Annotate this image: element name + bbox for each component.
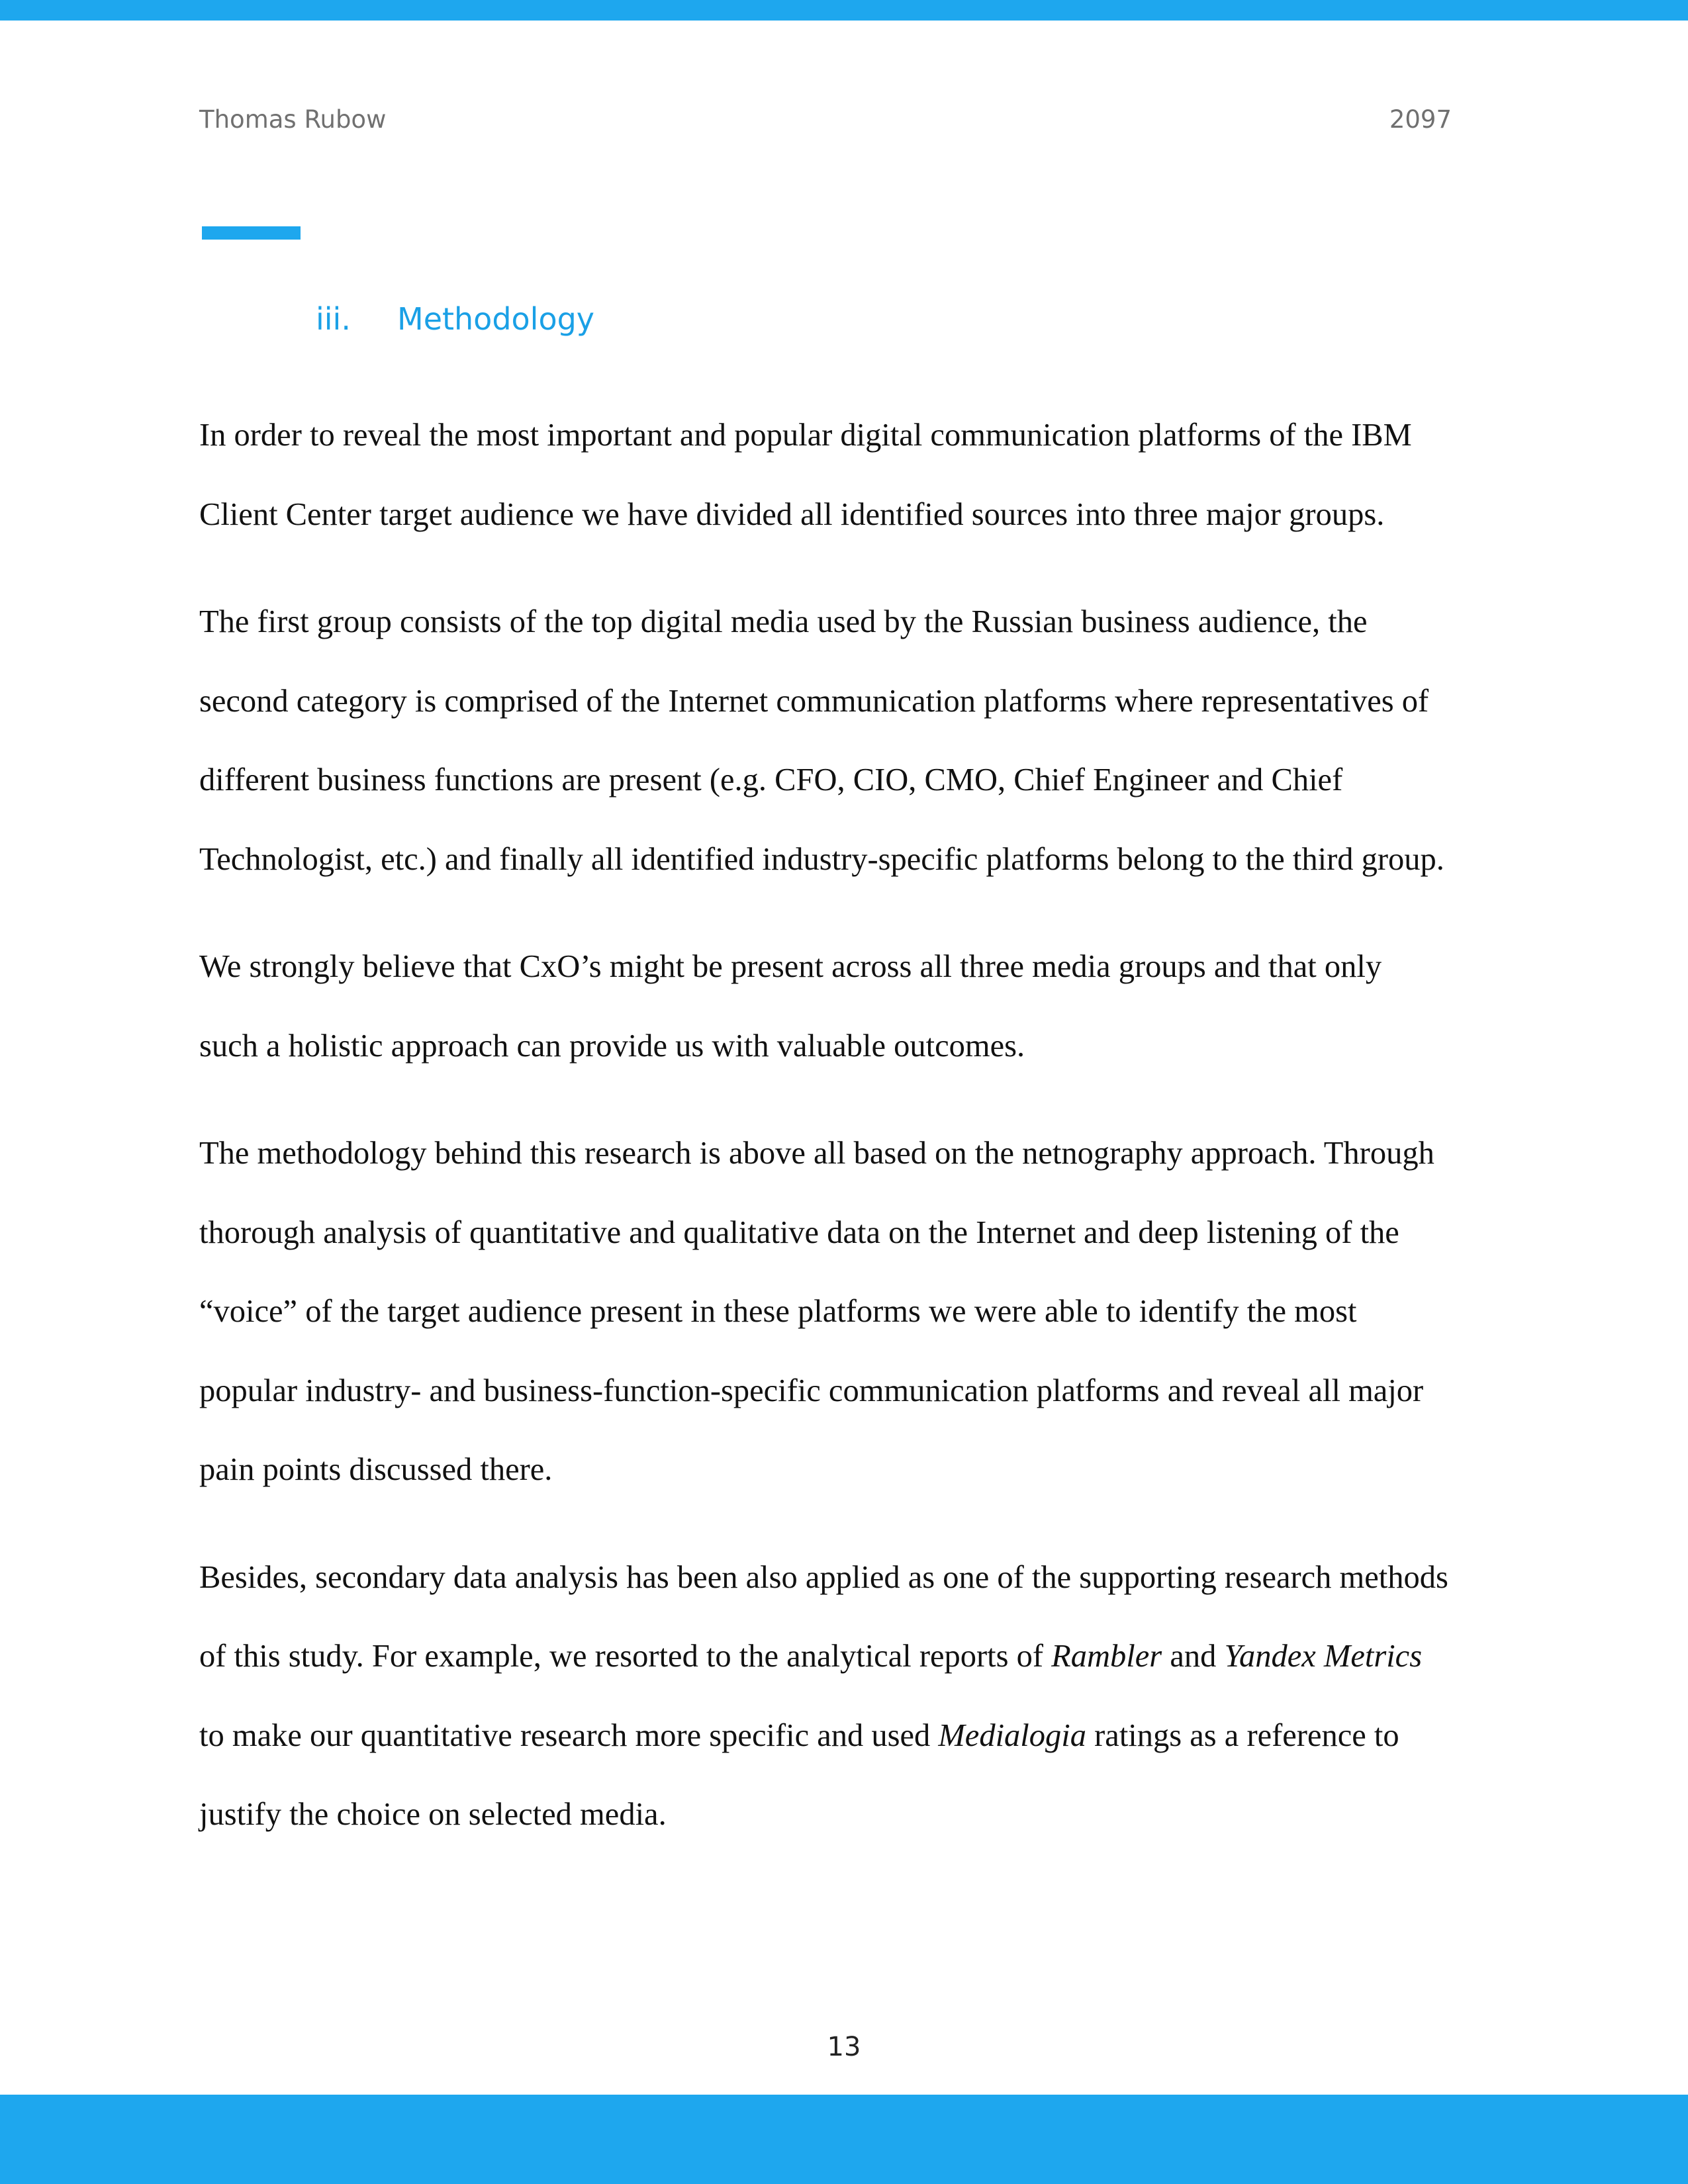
paragraph-1 — [199, 396, 1497, 554]
text-line: “voice” of the target audience present in these platforms we were able to identify the most — [199, 1294, 1357, 1329]
italic-term-rambler: Rambler — [1051, 1639, 1162, 1674]
text-line: Besides, secondary data analysis has been also applied as one of the supporting research methods — [199, 1559, 1448, 1595]
header-year: 2097 — [1389, 105, 1452, 134]
text-line: Technologist, etc.) and finally all identified industry-specific platforms belong to the third group. — [199, 841, 1444, 877]
text-run: ratings as a reference to — [1086, 1717, 1399, 1753]
paragraph-3 — [199, 927, 1497, 1085]
italic-term-medialogia: Medialogia — [938, 1717, 1087, 1753]
text-line — [199, 1696, 1497, 1776]
bottom-accent-bar — [0, 2095, 1688, 2184]
page-number: 13 — [827, 2032, 861, 2062]
text-run: and — [1162, 1639, 1225, 1674]
section-accent-rule — [202, 226, 301, 240]
text-line: justify the choice on selected media. — [199, 1797, 667, 1832]
text-line: pain points discussed there. — [199, 1452, 553, 1487]
paragraph-5 — [199, 1538, 1497, 1854]
section-heading — [316, 299, 594, 339]
text-line: In order to reveal the most important and popular digital communication platforms of the IBM — [199, 418, 1412, 453]
paragraph-4 — [199, 1114, 1497, 1510]
text-line: Client Center target audience we have divided all identified sources into three major groups. — [199, 496, 1385, 532]
text-line: different business functions are present (e.g. CFO, CIO, CMO, Chief Engineer and Chief — [199, 762, 1343, 797]
text-line: such a holistic approach can provide us with valuable outcomes. — [199, 1028, 1025, 1064]
text-line: The methodology behind this research is above all based on the netnography approach. Through — [199, 1136, 1434, 1171]
text-run: of this study. For example, we resorted to the analytical reports of — [199, 1639, 1052, 1674]
top-accent-bar — [0, 0, 1688, 21]
text-line: We strongly believe that CxO’s might be present across all three media groups and that only — [199, 949, 1382, 984]
body-text — [199, 396, 1497, 1854]
section-number: iii. — [316, 301, 351, 337]
italic-term-yandex-metrics: Yandex Metrics — [1224, 1639, 1423, 1674]
header-author: Thomas Rubow — [199, 105, 387, 134]
text-line — [199, 1617, 1497, 1696]
text-line: popular industry- and business-function-specific communication platforms and reveal all major — [199, 1373, 1424, 1408]
paragraph-2 — [199, 582, 1497, 899]
text-line: thorough analysis of quantitative and qualitative data on the Internet and deep listening of the — [199, 1214, 1399, 1250]
section-title: Methodology — [397, 301, 595, 337]
text-line: The first group consists of the top digital media used by the Russian business audience, the — [199, 604, 1368, 639]
text-run: to make our quantitative research more specific and used — [199, 1717, 939, 1753]
text-line: second category is comprised of the Internet communication platforms where representatives of — [199, 683, 1429, 719]
